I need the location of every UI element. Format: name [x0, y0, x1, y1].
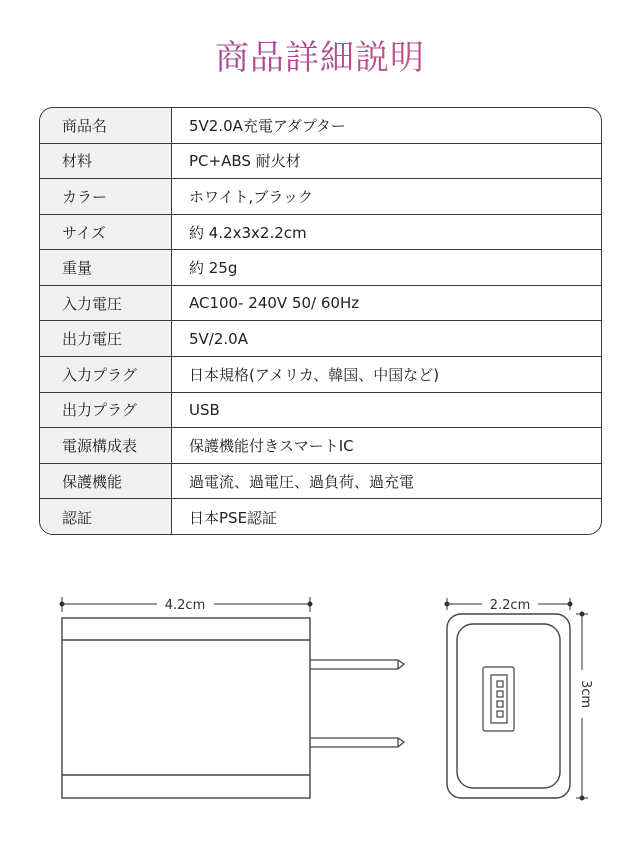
spec-row — [40, 286, 601, 322]
spec-value: 5V2.0A充電アダプター — [189, 116, 346, 135]
spec-row — [40, 464, 601, 500]
spec-label: 電源構成表 — [40, 428, 172, 463]
spec-value: 保護機能付きスマートIC — [189, 436, 354, 455]
spec-value: PC+ABS 耐火材 — [189, 152, 301, 171]
depth-label: 2.2cm — [489, 598, 531, 613]
spec-label: カラー — [40, 179, 172, 214]
spec-value: 約 4.2x3x2.2cm — [189, 223, 307, 242]
height-label: 3cm — [578, 679, 593, 709]
spec-label: 保護機能 — [40, 464, 172, 499]
spec-label: 重量 — [40, 250, 172, 285]
spec-value: AC100- 240V 50/ 60Hz — [189, 294, 360, 313]
page-title: 商品詳細説明 — [0, 30, 640, 79]
spec-value: 日本PSE認証 — [189, 508, 278, 527]
spec-row — [40, 428, 601, 464]
spec-value: 5V/2.0A — [189, 329, 248, 348]
adapter-side-view — [62, 618, 310, 798]
spec-row — [40, 321, 601, 357]
spec-row — [40, 144, 601, 180]
spec-value: 過電流、過電圧、過負荷、過充電 — [189, 472, 415, 491]
spec-row — [40, 393, 601, 429]
spec-row — [40, 250, 601, 286]
spec-label: 商品名 — [40, 108, 172, 143]
spec-row — [40, 499, 601, 535]
spec-value: 日本規格(アメリカ、韓国、中国など) — [189, 365, 440, 384]
spec-value: ホワイト,ブラック — [189, 187, 314, 206]
plug-prongs — [310, 660, 404, 747]
usb-port-icon — [483, 667, 514, 731]
spec-label: 入力プラグ — [40, 357, 172, 392]
spec-label: 入力電圧 — [40, 286, 172, 321]
spec-label: 材料 — [40, 144, 172, 179]
spec-value: 約 25g — [189, 259, 238, 278]
spec-row — [40, 108, 601, 144]
spec-table — [39, 107, 602, 535]
spec-value: USB — [189, 400, 220, 419]
adapter-front-view — [447, 614, 570, 798]
dimension-diagram — [0, 570, 640, 853]
width-label: 4.2cm — [164, 598, 206, 613]
spec-row — [40, 179, 601, 215]
spec-row — [40, 357, 601, 393]
spec-label: 出力プラグ — [40, 393, 172, 428]
spec-label: 出力電圧 — [40, 321, 172, 356]
spec-label: サイズ — [40, 215, 172, 250]
spec-row — [40, 215, 601, 251]
spec-label: 認証 — [40, 499, 172, 535]
